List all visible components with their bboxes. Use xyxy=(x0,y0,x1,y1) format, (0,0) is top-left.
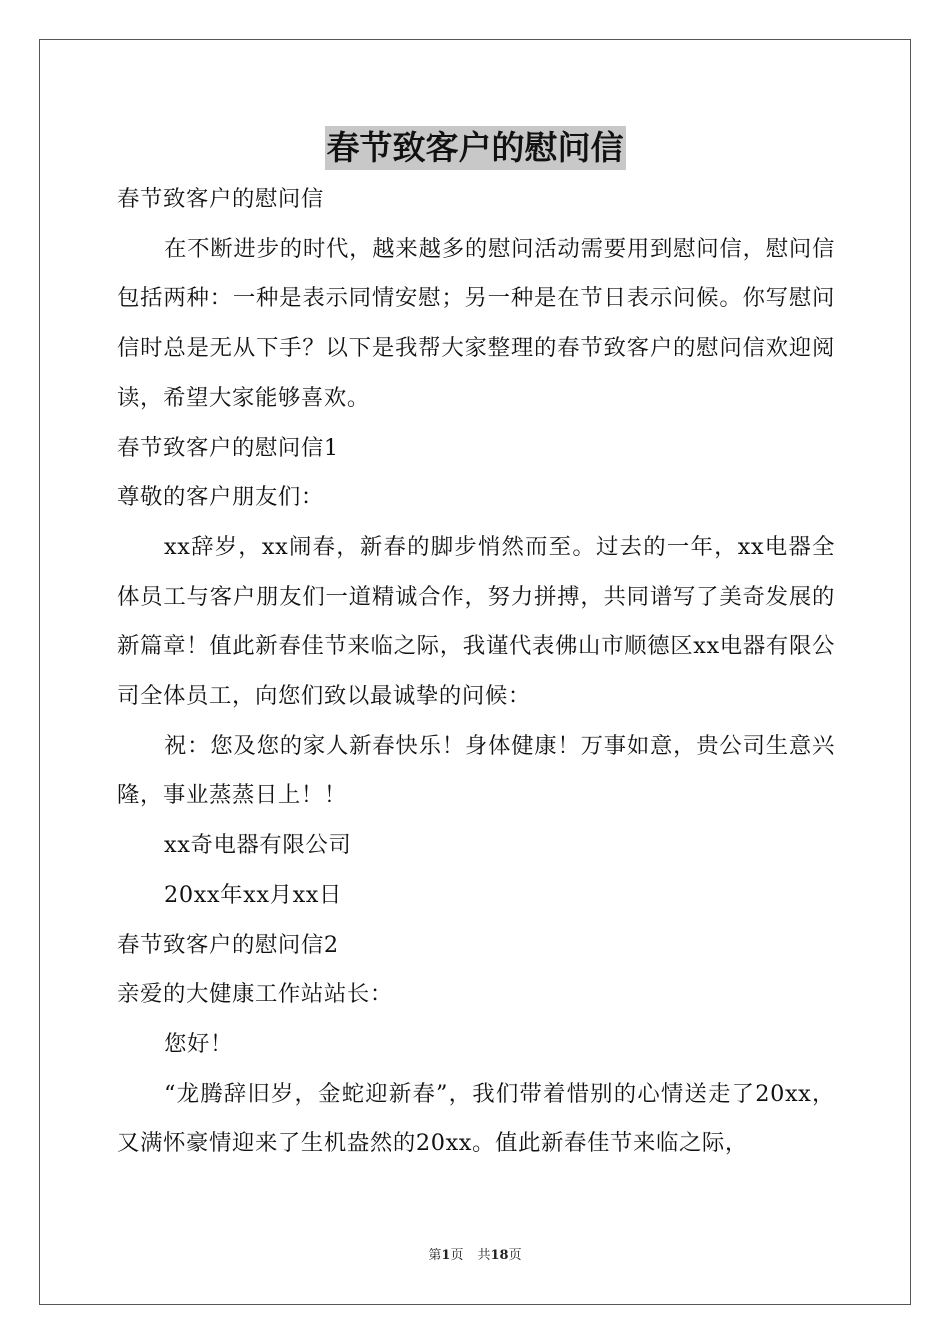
document-title: 春节致客户的慰问信 xyxy=(325,126,626,170)
footer-total-prefix: 共 xyxy=(477,1248,491,1263)
page-footer xyxy=(0,1247,950,1265)
document-body xyxy=(117,175,835,1169)
salutation: 亲爱的大健康工作站站长： xyxy=(117,981,393,1008)
paragraph: 春节致客户的慰问信 xyxy=(117,186,324,212)
signature-date: 20xx年xx月xx日 xyxy=(164,881,343,908)
paragraph: “龙腾辞旧岁，金蛇迎新春”，我们带着惜别的心情送走了20xx，又满怀豪情迎来了生机盎然的20xx。值此新春佳节来临之际， xyxy=(117,1080,835,1157)
paragraph: 您好！ xyxy=(164,1030,233,1057)
salutation: 尊敬的客户朋友们： xyxy=(117,484,324,511)
section-heading: 春节致客户的慰问信1 xyxy=(117,434,339,461)
section-heading: 春节致客户的慰问信2 xyxy=(117,931,339,958)
footer-page-suffix: 页 xyxy=(450,1248,464,1263)
footer-total-pages: 18 xyxy=(490,1248,509,1263)
footer-total-suffix: 页 xyxy=(508,1248,522,1263)
signature-company: xx奇电器有限公司 xyxy=(164,832,352,859)
title-container xyxy=(0,126,950,170)
paragraph: 在不断进步的时代，越来越多的慰问活动需要用到慰问信，慰问信包括两种：一种是表示同情安慰；另一种是在节日表示问候。你写慰问信时总是无从下手？以下是我帮大家整理的春节致客户的慰问信欢迎阅读，希望大家能够喜欢。 xyxy=(117,235,835,411)
footer-page-prefix: 第 xyxy=(428,1248,442,1263)
paragraph: xx辞岁，xx闹春，新春的脚步悄然而至。过去的一年，xx电器全体员工与客户朋友们一道精诚合作，努力拼搏，共同谱写了美奇发展的新篇章！值此新春佳节来临之际，我谨代表佛山市顺德区xx电器有限公司全体员工，向您们致以最诚挚的问候： xyxy=(117,533,835,710)
paragraph: 祝：您及您的家人新春快乐！身体健康！万事如意，贵公司生意兴隆，事业蒸蒸日上！！ xyxy=(117,732,835,809)
footer-page-number: 1 xyxy=(441,1248,451,1263)
